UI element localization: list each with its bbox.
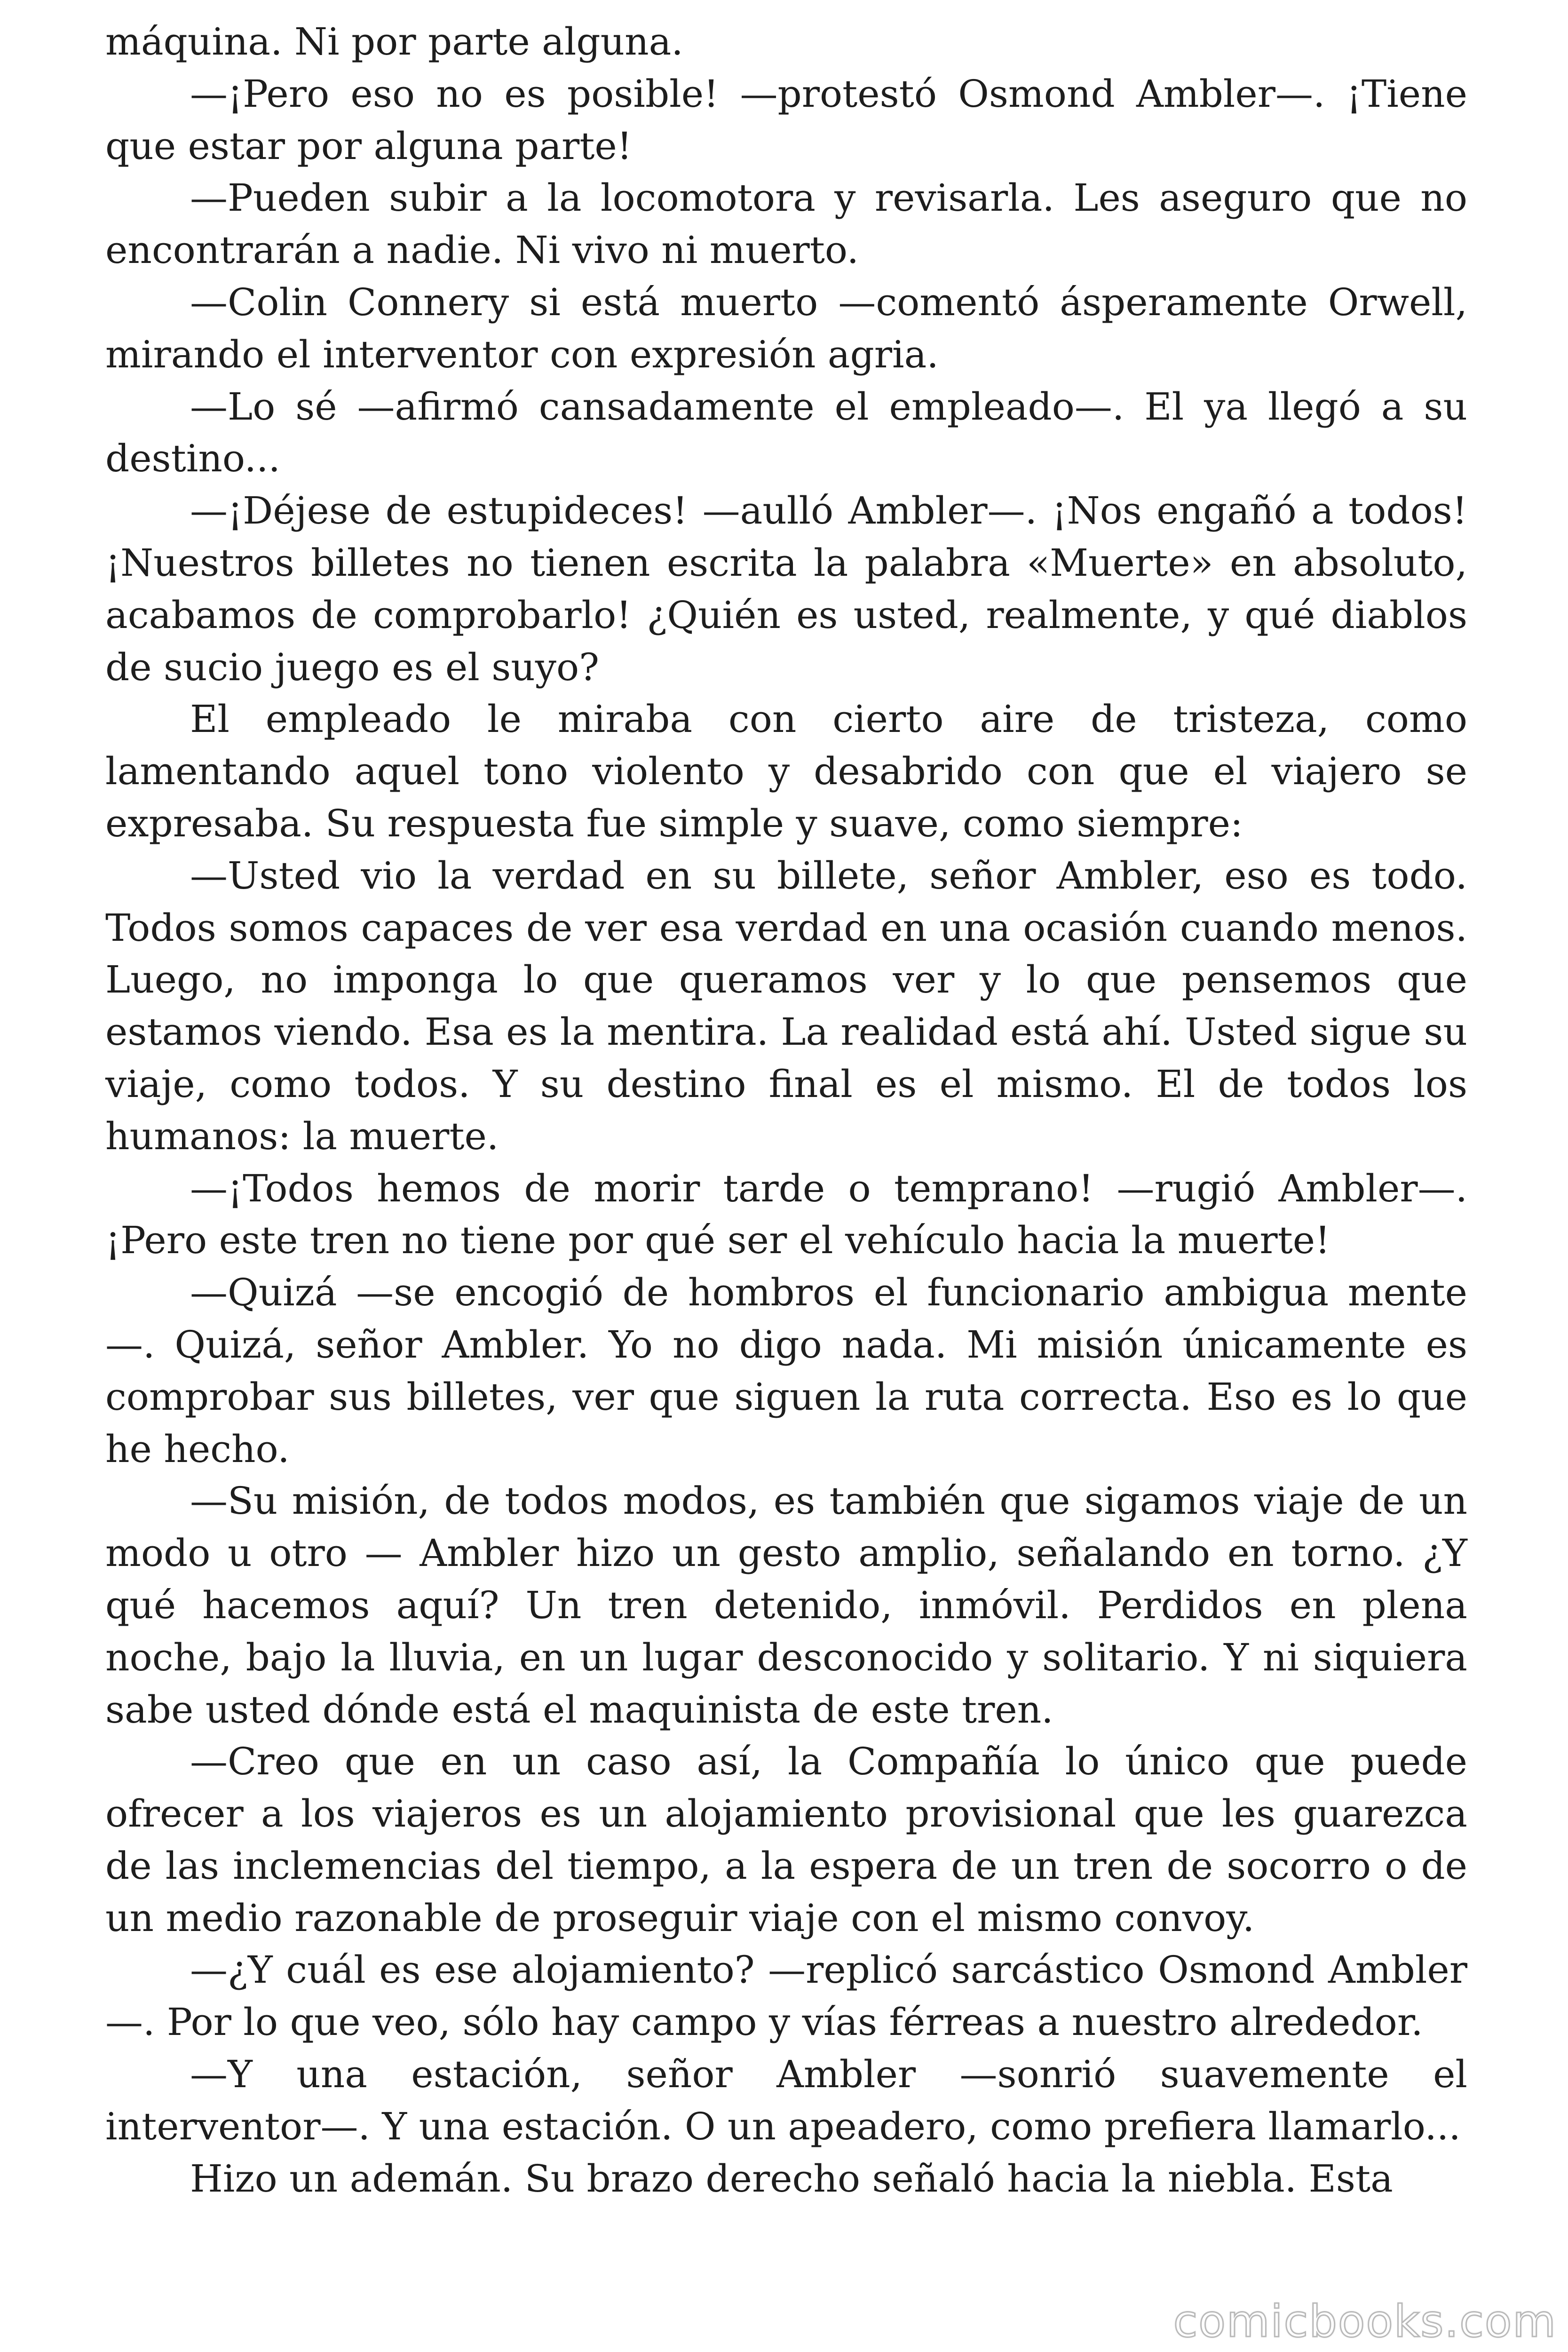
paragraph: —Quizá —se encogió de hombros el funcionario ambigua mente —. Quizá, señor Ambler. Yo no digo nada. Mi misión únicamente es comprobar sus billetes, ver que siguen la ruta correcta. Eso es lo que he hecho. (105, 1271, 1467, 1471)
paragraph: Hizo un ademán. Su brazo derecho señaló hacia la niebla. Esta (190, 2156, 1393, 2201)
page-body (105, 16, 1467, 2205)
paragraph: —Usted vio la verdad en su billete, señor Ambler, eso es todo. Todos somos capaces de ver esa verdad en una ocasión cuando menos. Luego, no imponga lo que queramos ver y lo que pensemos que estamos viendo. Esa es la mentira. La realidad está ahí. Usted sigue su viaje, como todos. Y su destino final es el mismo. El de todos los humanos: la muerte. (105, 853, 1467, 1158)
paragraph: —Pueden subir a la locomotora y revisarla. Les aseguro que no encontrarán a nadie. Ni vivo ni muerto. (105, 176, 1467, 272)
paragraph: —Creo que en un caso así, la Compañía lo único que puede ofrecer a los viajeros es un alojamiento provisional que les guarezca de las inclemencias del tiempo, a la espera de un tren de socorro o de un medio razonable de proseguir viaje con el mismo convoy. (105, 1740, 1467, 1940)
paragraph: —¡Déjese de estupideces! —aulló Ambler—. ¡Nos engañó a todos! ¡Nuestros billetes no tienen escrita la palabra «Muerte» en absoluto, acabamos de comprobarlo! ¿Quién es usted, realmente, y qué diablos de sucio juego es el suyo? (105, 489, 1467, 689)
paragraph: máquina. Ni por parte alguna. (105, 20, 683, 64)
paragraph: —¿Y cuál es ese alojamiento? —replicó sarcástico Osmond Ambler—. Por lo que veo, sólo hay campo y vías férreas a nuestro alrededor. (105, 1948, 1467, 2044)
paragraph: El empleado le miraba con cierto aire de tristeza, como lamentando aquel tono violento y desabrido con que el viajero se expresaba. Su respuesta fue simple y suave, como siempre: (105, 697, 1467, 845)
paragraph: —Y una estación, señor Ambler —sonrió suavemente el interventor—. Y una estación. O un apeadero, como prefiera llamarlo... (105, 2052, 1467, 2148)
paragraph: —¡Pero eso no es posible! —protestó Osmond Ambler—. ¡Tiene que estar por alguna parte! (105, 72, 1467, 168)
paragraph: —Colin Connery si está muerto —comentó ásperamente Orwell, mirando el interventor con expresión agria. (105, 280, 1467, 376)
paragraph: —¡Todos hemos de morir tarde o temprano! —rugió Ambler—. ¡Pero este tren no tiene por qué ser el vehículo hacia la muerte! (105, 1166, 1467, 1263)
paragraph: —Su misión, de todos modos, es también que sigamos viaje de un modo u otro — Ambler hizo un gesto amplio, señalando en torno. ¿Y qué hacemos aquí? Un tren detenido, inmóvil. Perdidos en plena noche, bajo la lluvia, en un lugar desconocido y solitario. Y ni siquiera sabe usted dónde está el maquinista de este tren. (105, 1479, 1467, 1732)
paragraph: —Lo sé —afirmó cansadamente el empleado—. El ya llegó a su destino... (105, 384, 1467, 481)
watermark: comicbooks.com (1173, 2296, 1557, 2347)
